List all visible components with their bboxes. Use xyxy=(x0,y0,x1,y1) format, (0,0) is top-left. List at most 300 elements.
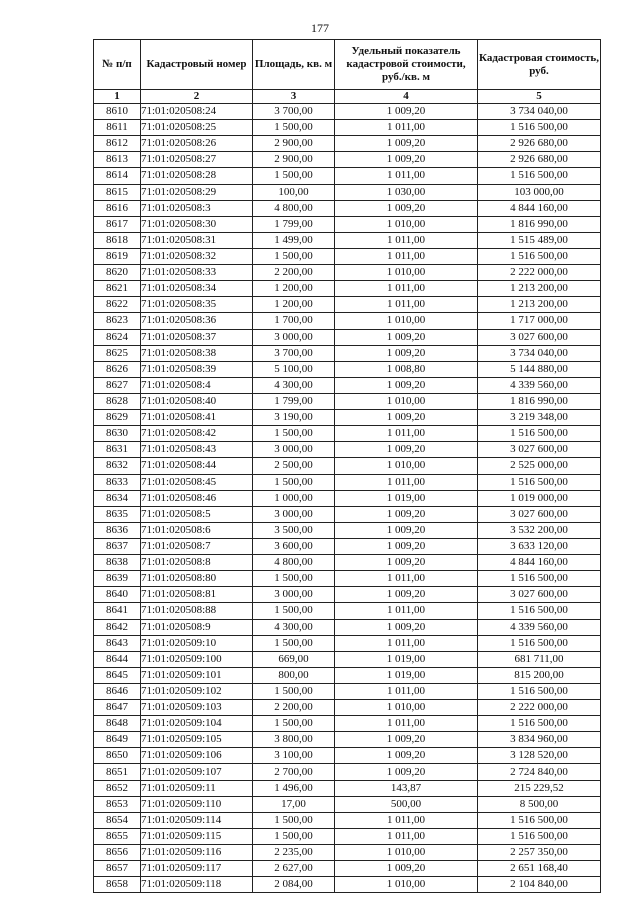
row-number-cell: 8616 xyxy=(94,200,141,216)
row-number-cell: 8649 xyxy=(94,732,141,748)
area-cell: 3 700,00 xyxy=(253,104,335,120)
area-cell: 3 000,00 xyxy=(253,442,335,458)
table-row xyxy=(94,426,601,442)
unit-rate-cell: 1 009,20 xyxy=(335,104,478,120)
unit-rate-cell: 1 011,00 xyxy=(335,571,478,587)
row-number-cell: 8622 xyxy=(94,297,141,313)
cadastral-value-cell: 4 339 560,00 xyxy=(478,377,601,393)
row-number-cell: 8613 xyxy=(94,152,141,168)
cadastral-number-cell: 71:01:020508:36 xyxy=(141,313,253,329)
unit-rate-cell: 1 019,00 xyxy=(335,490,478,506)
cadastral-number-cell: 71:01:020509:110 xyxy=(141,796,253,812)
cadastral-number-cell: 71:01:020508:27 xyxy=(141,152,253,168)
area-cell: 1 500,00 xyxy=(253,812,335,828)
table-row xyxy=(94,748,601,764)
cadastral-number-cell: 71:01:020508:44 xyxy=(141,458,253,474)
area-cell: 4 800,00 xyxy=(253,200,335,216)
header-row-number: № п/п xyxy=(94,40,141,90)
row-number-cell: 8629 xyxy=(94,410,141,426)
table-row xyxy=(94,683,601,699)
cadastral-value-cell: 4 844 160,00 xyxy=(478,200,601,216)
cadastral-value-cell: 2 222 000,00 xyxy=(478,265,601,281)
page-number: 177 xyxy=(311,21,329,35)
table-row xyxy=(94,861,601,877)
table-row xyxy=(94,877,601,893)
unit-rate-cell: 1 030,00 xyxy=(335,184,478,200)
unit-rate-cell: 1 010,00 xyxy=(335,393,478,409)
unit-rate-cell: 143,87 xyxy=(335,780,478,796)
row-number-cell: 8610 xyxy=(94,104,141,120)
unit-rate-cell: 1 011,00 xyxy=(335,297,478,313)
unit-rate-cell: 1 011,00 xyxy=(335,635,478,651)
cadastral-value-cell: 2 651 168,40 xyxy=(478,861,601,877)
cadastral-value-cell: 3 734 040,00 xyxy=(478,104,601,120)
cadastral-value-cell: 3 834 960,00 xyxy=(478,732,601,748)
cadastral-value-cell: 2 257 350,00 xyxy=(478,845,601,861)
cadastral-number-cell: 71:01:020508:28 xyxy=(141,168,253,184)
table-row xyxy=(94,732,601,748)
table-row xyxy=(94,651,601,667)
cadastral-number-cell: 71:01:020508:81 xyxy=(141,587,253,603)
row-number-cell: 8637 xyxy=(94,538,141,554)
unit-rate-cell: 1 009,20 xyxy=(335,377,478,393)
cadastral-number-cell: 71:01:020509:100 xyxy=(141,651,253,667)
table-row xyxy=(94,506,601,522)
area-cell: 4 300,00 xyxy=(253,619,335,635)
unit-rate-cell: 1 010,00 xyxy=(335,700,478,716)
row-number-cell: 8636 xyxy=(94,522,141,538)
cadastral-value-cell: 2 222 000,00 xyxy=(478,700,601,716)
table-row xyxy=(94,780,601,796)
row-number-cell: 8627 xyxy=(94,377,141,393)
area-cell: 2 700,00 xyxy=(253,764,335,780)
unit-rate-cell: 1 011,00 xyxy=(335,281,478,297)
row-number-cell: 8632 xyxy=(94,458,141,474)
area-cell: 1 500,00 xyxy=(253,828,335,844)
cadastral-value-cell: 3 633 120,00 xyxy=(478,538,601,554)
cadastral-value-cell: 103 000,00 xyxy=(478,184,601,200)
cadastral-value-cell: 1 516 500,00 xyxy=(478,248,601,264)
cadastral-value-cell: 1 717 000,00 xyxy=(478,313,601,329)
unit-rate-cell: 1 011,00 xyxy=(335,828,478,844)
area-cell: 2 235,00 xyxy=(253,845,335,861)
cadastral-number-cell: 71:01:020508:5 xyxy=(141,506,253,522)
area-cell: 800,00 xyxy=(253,667,335,683)
table-row xyxy=(94,329,601,345)
table-row xyxy=(94,152,601,168)
row-number-cell: 8640 xyxy=(94,587,141,603)
table-row xyxy=(94,168,601,184)
area-cell: 1 496,00 xyxy=(253,780,335,796)
area-cell: 17,00 xyxy=(253,796,335,812)
unit-rate-cell: 1 011,00 xyxy=(335,474,478,490)
cadastral-number-cell: 71:01:020508:40 xyxy=(141,393,253,409)
unit-rate-cell: 1 011,00 xyxy=(335,683,478,699)
row-number-cell: 8658 xyxy=(94,877,141,893)
unit-rate-cell: 1 011,00 xyxy=(335,716,478,732)
cadastral-number-cell: 71:01:020509:117 xyxy=(141,861,253,877)
row-number-cell: 8647 xyxy=(94,700,141,716)
table-body xyxy=(94,104,601,893)
area-cell: 2 200,00 xyxy=(253,700,335,716)
table-row xyxy=(94,700,601,716)
table-row xyxy=(94,619,601,635)
table-row xyxy=(94,410,601,426)
area-cell: 1 799,00 xyxy=(253,393,335,409)
cadastral-number-cell: 71:01:020509:118 xyxy=(141,877,253,893)
area-cell: 1 500,00 xyxy=(253,474,335,490)
cadastral-value-cell: 3 128 520,00 xyxy=(478,748,601,764)
area-cell: 1 500,00 xyxy=(253,716,335,732)
table-row xyxy=(94,393,601,409)
unit-rate-cell: 1 011,00 xyxy=(335,426,478,442)
area-cell: 100,00 xyxy=(253,184,335,200)
area-cell: 4 800,00 xyxy=(253,555,335,571)
row-number-cell: 8614 xyxy=(94,168,141,184)
row-number-cell: 8645 xyxy=(94,667,141,683)
unit-rate-cell: 1 011,00 xyxy=(335,120,478,136)
unit-rate-cell: 1 009,20 xyxy=(335,345,478,361)
row-number-cell: 8648 xyxy=(94,716,141,732)
unit-rate-cell: 1 010,00 xyxy=(335,216,478,232)
cadastral-number-cell: 71:01:020509:104 xyxy=(141,716,253,732)
table-row xyxy=(94,845,601,861)
cadastral-value-table xyxy=(93,39,601,893)
row-number-cell: 8641 xyxy=(94,603,141,619)
table-row xyxy=(94,796,601,812)
unit-rate-cell: 1 010,00 xyxy=(335,313,478,329)
unit-rate-cell: 1 010,00 xyxy=(335,265,478,281)
unit-rate-cell: 1 010,00 xyxy=(335,877,478,893)
table-row xyxy=(94,522,601,538)
unit-rate-cell: 1 009,20 xyxy=(335,152,478,168)
table-row xyxy=(94,603,601,619)
table-row xyxy=(94,442,601,458)
row-number-cell: 8639 xyxy=(94,571,141,587)
cadastral-value-cell: 1 816 990,00 xyxy=(478,393,601,409)
row-number-cell: 8635 xyxy=(94,506,141,522)
area-cell: 3 500,00 xyxy=(253,522,335,538)
row-number-cell: 8646 xyxy=(94,683,141,699)
area-cell: 3 600,00 xyxy=(253,538,335,554)
cadastral-number-cell: 71:01:020508:25 xyxy=(141,120,253,136)
cadastral-value-cell: 1 213 200,00 xyxy=(478,281,601,297)
cadastral-number-cell: 71:01:020508:39 xyxy=(141,361,253,377)
area-cell: 1 200,00 xyxy=(253,281,335,297)
table-row xyxy=(94,297,601,313)
area-cell: 1 500,00 xyxy=(253,248,335,264)
cadastral-value-cell: 1 516 500,00 xyxy=(478,635,601,651)
cadastral-number-cell: 71:01:020508:35 xyxy=(141,297,253,313)
table-row xyxy=(94,716,601,732)
cadastral-number-cell: 71:01:020509:10 xyxy=(141,635,253,651)
cadastral-number-cell: 71:01:020509:102 xyxy=(141,683,253,699)
area-cell: 1 500,00 xyxy=(253,426,335,442)
cadastral-number-cell: 71:01:020508:4 xyxy=(141,377,253,393)
area-cell: 3 000,00 xyxy=(253,329,335,345)
row-number-cell: 8620 xyxy=(94,265,141,281)
area-cell: 2 200,00 xyxy=(253,265,335,281)
table-row xyxy=(94,265,601,281)
unit-rate-cell: 1 009,20 xyxy=(335,200,478,216)
cadastral-value-cell: 681 711,00 xyxy=(478,651,601,667)
table-row xyxy=(94,104,601,120)
row-number-cell: 8617 xyxy=(94,216,141,232)
cadastral-value-cell: 1 516 500,00 xyxy=(478,716,601,732)
cadastral-number-cell: 71:01:020508:41 xyxy=(141,410,253,426)
row-number-cell: 8657 xyxy=(94,861,141,877)
cadastral-number-cell: 71:01:020508:29 xyxy=(141,184,253,200)
cadastral-value-cell: 1 213 200,00 xyxy=(478,297,601,313)
row-number-cell: 8655 xyxy=(94,828,141,844)
row-number-cell: 8633 xyxy=(94,474,141,490)
table-row xyxy=(94,281,601,297)
row-number-cell: 8656 xyxy=(94,845,141,861)
cadastral-value-cell: 1 816 990,00 xyxy=(478,216,601,232)
cadastral-number-cell: 71:01:020509:114 xyxy=(141,812,253,828)
row-number-cell: 8653 xyxy=(94,796,141,812)
cadastral-value-cell: 3 532 200,00 xyxy=(478,522,601,538)
unit-rate-cell: 1 009,20 xyxy=(335,619,478,635)
cadastral-value-cell: 5 144 880,00 xyxy=(478,361,601,377)
cadastral-value-cell: 1 515 489,00 xyxy=(478,232,601,248)
column-index: 5 xyxy=(478,90,601,104)
row-number-cell: 8642 xyxy=(94,619,141,635)
cadastral-number-cell: 71:01:020508:7 xyxy=(141,538,253,554)
cadastral-number-cell: 71:01:020509:107 xyxy=(141,764,253,780)
column-index: 3 xyxy=(253,90,335,104)
unit-rate-cell: 1 009,20 xyxy=(335,555,478,571)
row-number-cell: 8654 xyxy=(94,812,141,828)
table-row xyxy=(94,812,601,828)
area-cell: 1 000,00 xyxy=(253,490,335,506)
table-row xyxy=(94,200,601,216)
cadastral-value-cell: 1 516 500,00 xyxy=(478,828,601,844)
cadastral-number-cell: 71:01:020508:88 xyxy=(141,603,253,619)
cadastral-value-cell: 4 339 560,00 xyxy=(478,619,601,635)
table-row xyxy=(94,571,601,587)
table-row xyxy=(94,587,601,603)
unit-rate-cell: 1 010,00 xyxy=(335,845,478,861)
table-row xyxy=(94,216,601,232)
cadastral-value-cell: 1 516 500,00 xyxy=(478,120,601,136)
column-index: 2 xyxy=(141,90,253,104)
cadastral-number-cell: 71:01:020509:116 xyxy=(141,845,253,861)
cadastral-value-cell: 3 027 600,00 xyxy=(478,329,601,345)
cadastral-value-cell: 1 516 500,00 xyxy=(478,474,601,490)
header-unit-rate: Удельный показатель кадастровой стоимости, руб./кв. м xyxy=(335,40,478,90)
row-number-cell: 8644 xyxy=(94,651,141,667)
unit-rate-cell: 1 019,00 xyxy=(335,667,478,683)
table-row xyxy=(94,474,601,490)
unit-rate-cell: 1 019,00 xyxy=(335,651,478,667)
row-number-cell: 8615 xyxy=(94,184,141,200)
table-row xyxy=(94,538,601,554)
row-number-cell: 8643 xyxy=(94,635,141,651)
table-row xyxy=(94,635,601,651)
unit-rate-cell: 1 011,00 xyxy=(335,248,478,264)
table-row xyxy=(94,248,601,264)
cadastral-number-cell: 71:01:020508:6 xyxy=(141,522,253,538)
cadastral-number-cell: 71:01:020508:26 xyxy=(141,136,253,152)
cadastral-value-cell: 1 516 500,00 xyxy=(478,168,601,184)
cadastral-number-cell: 71:01:020508:9 xyxy=(141,619,253,635)
area-cell: 4 300,00 xyxy=(253,377,335,393)
area-cell: 3 100,00 xyxy=(253,748,335,764)
cadastral-number-cell: 71:01:020509:115 xyxy=(141,828,253,844)
cadastral-number-cell: 71:01:020508:33 xyxy=(141,265,253,281)
area-cell: 2 900,00 xyxy=(253,152,335,168)
unit-rate-cell: 500,00 xyxy=(335,796,478,812)
area-cell: 3 190,00 xyxy=(253,410,335,426)
area-cell: 1 500,00 xyxy=(253,571,335,587)
unit-rate-cell: 1 009,20 xyxy=(335,587,478,603)
cadastral-value-cell: 2 525 000,00 xyxy=(478,458,601,474)
row-number-cell: 8612 xyxy=(94,136,141,152)
cadastral-value-cell: 3 027 600,00 xyxy=(478,442,601,458)
cadastral-value-cell: 2 926 680,00 xyxy=(478,152,601,168)
cadastral-number-cell: 71:01:020508:37 xyxy=(141,329,253,345)
unit-rate-cell: 1 011,00 xyxy=(335,603,478,619)
header-area: Площадь, кв. м xyxy=(253,40,335,90)
row-number-cell: 8650 xyxy=(94,748,141,764)
cadastral-number-cell: 71:01:020508:31 xyxy=(141,232,253,248)
unit-rate-cell: 1 009,20 xyxy=(335,329,478,345)
row-number-cell: 8626 xyxy=(94,361,141,377)
table-row xyxy=(94,361,601,377)
table-row xyxy=(94,184,601,200)
table-column-index-row xyxy=(94,90,601,104)
unit-rate-cell: 1 011,00 xyxy=(335,232,478,248)
table-row xyxy=(94,377,601,393)
unit-rate-cell: 1 009,20 xyxy=(335,506,478,522)
cadastral-number-cell: 71:01:020508:46 xyxy=(141,490,253,506)
area-cell: 1 500,00 xyxy=(253,120,335,136)
cadastral-value-cell: 4 844 160,00 xyxy=(478,555,601,571)
area-cell: 3 000,00 xyxy=(253,587,335,603)
cadastral-number-cell: 71:01:020509:101 xyxy=(141,667,253,683)
cadastral-value-cell: 2 724 840,00 xyxy=(478,764,601,780)
unit-rate-cell: 1 008,80 xyxy=(335,361,478,377)
unit-rate-cell: 1 009,20 xyxy=(335,732,478,748)
area-cell: 2 084,00 xyxy=(253,877,335,893)
table-row xyxy=(94,136,601,152)
area-cell: 669,00 xyxy=(253,651,335,667)
area-cell: 1 500,00 xyxy=(253,683,335,699)
unit-rate-cell: 1 010,00 xyxy=(335,458,478,474)
header-cadastral-number: Кадастровый номер xyxy=(141,40,253,90)
table-row xyxy=(94,345,601,361)
cadastral-value-cell: 815 200,00 xyxy=(478,667,601,683)
area-cell: 1 799,00 xyxy=(253,216,335,232)
table-row xyxy=(94,120,601,136)
unit-rate-cell: 1 011,00 xyxy=(335,812,478,828)
area-cell: 3 800,00 xyxy=(253,732,335,748)
table-row xyxy=(94,667,601,683)
cadastral-number-cell: 71:01:020508:30 xyxy=(141,216,253,232)
row-number-cell: 8621 xyxy=(94,281,141,297)
cadastral-number-cell: 71:01:020508:43 xyxy=(141,442,253,458)
area-cell: 2 900,00 xyxy=(253,136,335,152)
cadastral-number-cell: 71:01:020508:8 xyxy=(141,555,253,571)
cadastral-value-cell: 1 516 500,00 xyxy=(478,603,601,619)
unit-rate-cell: 1 009,20 xyxy=(335,522,478,538)
table-row xyxy=(94,828,601,844)
cadastral-number-cell: 71:01:020508:45 xyxy=(141,474,253,490)
cadastral-value-cell: 3 219 348,00 xyxy=(478,410,601,426)
unit-rate-cell: 1 009,20 xyxy=(335,748,478,764)
cadastral-value-cell: 1 516 500,00 xyxy=(478,812,601,828)
unit-rate-cell: 1 009,20 xyxy=(335,764,478,780)
row-number-cell: 8638 xyxy=(94,555,141,571)
cadastral-value-cell: 3 734 040,00 xyxy=(478,345,601,361)
cadastral-value-cell: 1 019 000,00 xyxy=(478,490,601,506)
row-number-cell: 8630 xyxy=(94,426,141,442)
cadastral-value-cell: 2 926 680,00 xyxy=(478,136,601,152)
cadastral-number-cell: 71:01:020509:103 xyxy=(141,700,253,716)
cadastral-value-cell: 3 027 600,00 xyxy=(478,587,601,603)
cadastral-value-cell: 215 229,52 xyxy=(478,780,601,796)
unit-rate-cell: 1 009,20 xyxy=(335,410,478,426)
cadastral-value-cell: 3 027 600,00 xyxy=(478,506,601,522)
cadastral-number-cell: 71:01:020508:38 xyxy=(141,345,253,361)
unit-rate-cell: 1 009,20 xyxy=(335,538,478,554)
area-cell: 1 499,00 xyxy=(253,232,335,248)
area-cell: 1 500,00 xyxy=(253,168,335,184)
cadastral-value-cell: 1 516 500,00 xyxy=(478,426,601,442)
row-number-cell: 8631 xyxy=(94,442,141,458)
row-number-cell: 8623 xyxy=(94,313,141,329)
row-number-cell: 8624 xyxy=(94,329,141,345)
area-cell: 5 100,00 xyxy=(253,361,335,377)
unit-rate-cell: 1 009,20 xyxy=(335,136,478,152)
area-cell: 3 700,00 xyxy=(253,345,335,361)
cadastral-value-cell: 1 516 500,00 xyxy=(478,683,601,699)
unit-rate-cell: 1 009,20 xyxy=(335,861,478,877)
area-cell: 2 627,00 xyxy=(253,861,335,877)
row-number-cell: 8619 xyxy=(94,248,141,264)
area-cell: 1 500,00 xyxy=(253,603,335,619)
row-number-cell: 8618 xyxy=(94,232,141,248)
cadastral-value-cell: 8 500,00 xyxy=(478,796,601,812)
unit-rate-cell: 1 011,00 xyxy=(335,168,478,184)
row-number-cell: 8628 xyxy=(94,393,141,409)
row-number-cell: 8634 xyxy=(94,490,141,506)
cadastral-value-cell: 1 516 500,00 xyxy=(478,571,601,587)
area-cell: 2 500,00 xyxy=(253,458,335,474)
column-index: 4 xyxy=(335,90,478,104)
cadastral-number-cell: 71:01:020508:80 xyxy=(141,571,253,587)
table-row xyxy=(94,490,601,506)
table-row xyxy=(94,764,601,780)
row-number-cell: 8611 xyxy=(94,120,141,136)
row-number-cell: 8652 xyxy=(94,780,141,796)
row-number-cell: 8651 xyxy=(94,764,141,780)
table-row xyxy=(94,458,601,474)
cadastral-number-cell: 71:01:020508:3 xyxy=(141,200,253,216)
cadastral-number-cell: 71:01:020508:42 xyxy=(141,426,253,442)
area-cell: 3 000,00 xyxy=(253,506,335,522)
cadastral-number-cell: 71:01:020508:32 xyxy=(141,248,253,264)
cadastral-number-cell: 71:01:020509:106 xyxy=(141,748,253,764)
cadastral-number-cell: 71:01:020508:24 xyxy=(141,104,253,120)
area-cell: 1 700,00 xyxy=(253,313,335,329)
area-cell: 1 500,00 xyxy=(253,635,335,651)
unit-rate-cell: 1 009,20 xyxy=(335,442,478,458)
area-cell: 1 200,00 xyxy=(253,297,335,313)
column-index: 1 xyxy=(94,90,141,104)
cadastral-number-cell: 71:01:020509:105 xyxy=(141,732,253,748)
